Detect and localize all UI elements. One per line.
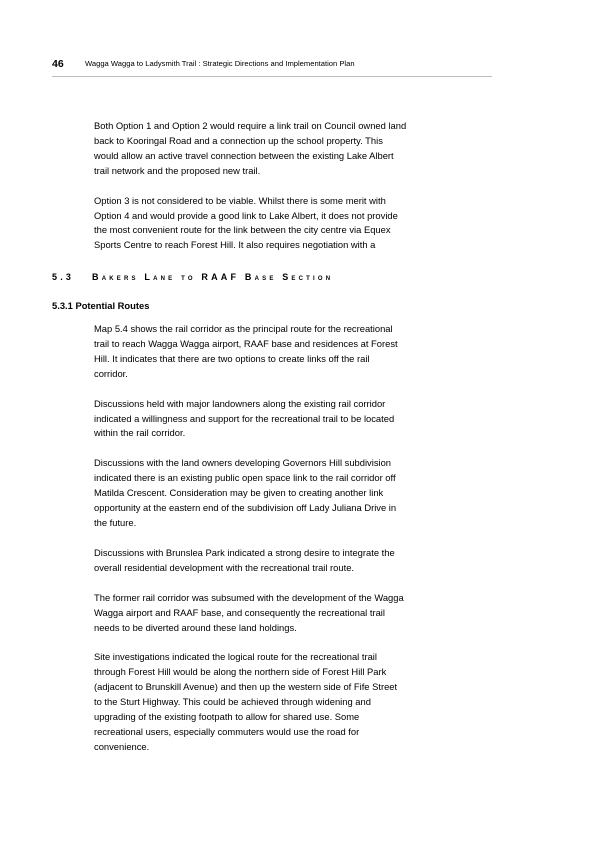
intro-text: [94, 119, 439, 253]
subsection-heading: 5.3.1 Potential Routes: [52, 300, 150, 311]
paragraph: Discussions with the land owners developing Governors Hill subdivision indicated there is an existing public open space link to the rail corridor off Matilda Crescent. Consideration may be given to creating another link opportunity at the eastern end of the subdivision off Lady Juliana Drive in the future.: [94, 457, 397, 528]
document-title: Wagga Wagga to Ladysmith Trail : Strategic Directions and Implementation Plan: [85, 59, 355, 68]
section-number: 5.3: [52, 272, 75, 282]
section-heading: [52, 272, 333, 282]
page-number: 46: [52, 58, 64, 70]
paragraph: Discussions held with major landowners along the existing rail corridor indicated a willingness and support for the recreational trail to be located within the rail corridor.: [94, 397, 395, 439]
paragraph: Discussions with Brunslea Park indicated a strong desire to integrate the overall residential development with the recreational trail route.: [94, 546, 395, 573]
page-header: [52, 58, 492, 77]
paragraph: Map 5.4 shows the rail corridor as the principal route for the recreational trail to reach Wagga Wagga airport, RAAF base and residences at Forest Hill. It indicates that there are two options to create links off the rail corridor.: [94, 323, 398, 379]
section-title: Bakers Lane to RAAF Base Section: [92, 272, 334, 282]
paragraph: The former rail corridor was subsumed with the development of the Wagga Wagga airport and RAAF base, and consequently the recreational trail needs to be diverted around these land holdings.: [94, 591, 404, 633]
paragraph: Both Option 1 and Option 2 would require a link trail on Council owned land back to Kooringal Road and a connection up the school property. This would allow an active travel connection between the existing Lake Albert trail network and the proposed new trail.: [94, 120, 407, 176]
paragraph: Option 3 is not considered to be viable. Whilst there is some merit with Option 4 and would provide a good link to Lake Albert, it does not provide the most convenient route for the link between the city centre via Equex Sports Centre to reach Forest Hill. It also requires negotiation with a: [94, 194, 398, 251]
paragraph: Site investigations indicated the logical route for the recreational trail through Forest Hill would be along the northern side of Forest Hill Park (adjacent to Brunskill Avenue) and then up the western side of Fife Street to the Sturt Highway. This could be achieved through widening and upgrading of the existing footpath to allow for shared use. Some recreational users, especially commuters would use the road for convenience.: [94, 651, 398, 752]
body-text: [94, 322, 439, 755]
